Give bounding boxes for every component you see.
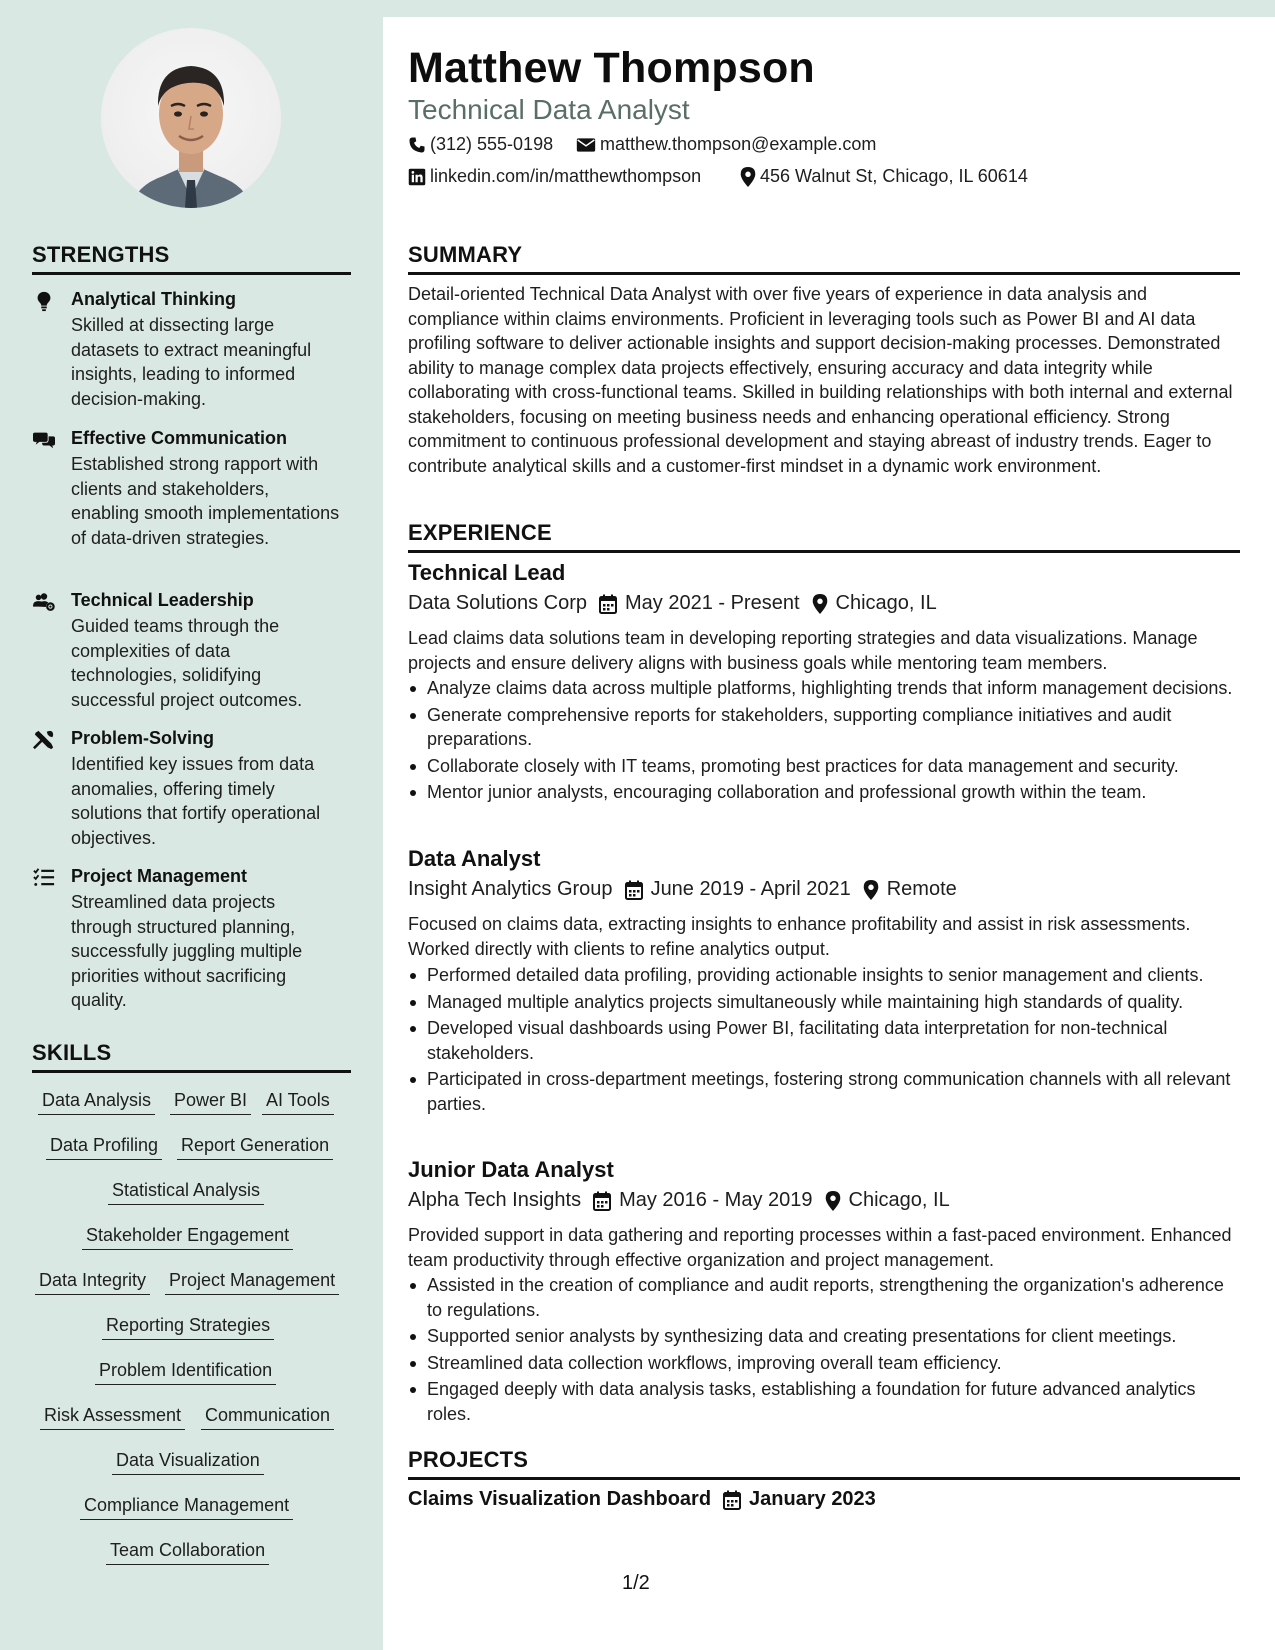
- skill-tag: Compliance Management: [80, 1494, 293, 1520]
- job-bullet: Assisted in the creation of compliance and audit reports, strengthening the organization's adherence to regulations.: [408, 1273, 1240, 1322]
- job-description: Lead claims data solutions team in developing reporting strategies and data visualizations. Manage projects and ensure delivery aligns with business goals while mentoring team members.: [408, 628, 1198, 673]
- job-meta: [408, 592, 937, 615]
- strength-title: Project Management: [71, 866, 248, 886]
- linkedin-icon: [408, 168, 426, 186]
- experience-heading: EXPERIENCE: [408, 520, 552, 545]
- candidate-name: Matthew Thompson: [408, 44, 815, 92]
- job-bullet: Generate comprehensive reports for stakeholders, supporting compliance initiatives and audit preparations.: [408, 703, 1240, 752]
- skill-tag: Problem Identification: [95, 1359, 276, 1385]
- company-name: Insight Analytics Group: [408, 878, 613, 900]
- job-dates: May 2016 - May 2019: [619, 1189, 813, 1211]
- envelope-icon: [576, 136, 596, 154]
- job-bullet: Performed detailed data profiling, providing actionable insights to senior management and clients.: [408, 963, 1240, 988]
- skill-tag: Risk Assessment: [40, 1404, 185, 1430]
- job-bullet: Analyze claims data across multiple platforms, highlighting trends that inform management decisions.: [408, 676, 1240, 701]
- job-location: Chicago, IL: [848, 1189, 950, 1211]
- contact-linkedin: [408, 166, 701, 187]
- users-cog-icon: [32, 591, 56, 613]
- job-bullet: Mentor junior analysts, encouraging collaboration and professional growth within the team.: [408, 780, 1240, 805]
- skill-tag: Data Profiling: [46, 1134, 162, 1160]
- job-location: Chicago, IL: [835, 592, 937, 614]
- email-text: matthew.thompson@example.com: [600, 134, 877, 154]
- strength-description: Established strong rapport with clients and stakeholders, enabling smooth implementations of data-driven strategies.: [71, 454, 340, 548]
- job-location: Remote: [886, 878, 957, 900]
- job-title: Data Analyst: [408, 846, 541, 871]
- strengths-heading: STRENGTHS: [32, 242, 170, 267]
- skill-tag: AI Tools: [262, 1089, 334, 1115]
- map-marker-icon: [740, 167, 756, 187]
- company-name: Data Solutions Corp: [408, 592, 587, 614]
- projects-heading: PROJECTS: [408, 1447, 529, 1472]
- skill-tag: Statistical Analysis: [108, 1179, 264, 1205]
- summary-heading: SUMMARY: [408, 242, 523, 267]
- top-strip: [0, 0, 1275, 17]
- job-bullet: Managed multiple analytics projects simultaneously while maintaining high standards of quality.: [408, 990, 1240, 1015]
- strength-description: Skilled at dissecting large datasets to extract meaningful insights, leading to informed decision-making.: [71, 315, 312, 409]
- phone-text: (312) 555-0198: [430, 134, 554, 154]
- experience-rule: [408, 550, 1240, 553]
- skill-tag: Data Visualization: [112, 1449, 264, 1475]
- job-bullet: Supported senior analysts by synthesizing data and creating presentations for client meetings.: [408, 1324, 1240, 1349]
- lightbulb-icon: [32, 290, 56, 312]
- job-description: Focused on claims data, extracting insights to enhance profitability and assist in risk assessments. Worked directly with clients to refine analytics output.: [408, 914, 1191, 959]
- skill-tag: Team Collaboration: [106, 1539, 269, 1565]
- job-meta: [408, 878, 957, 901]
- strength-title: Effective Communication: [71, 428, 288, 448]
- job-title: Technical Lead: [408, 560, 566, 585]
- skill-tag: Communication: [201, 1404, 334, 1430]
- calendar-icon: [599, 594, 617, 614]
- candidate-role: Technical Data Analyst: [408, 94, 690, 125]
- address-text: 456 Walnut St, Chicago, IL 60614: [760, 166, 1028, 186]
- avatar-illustration: [101, 28, 281, 208]
- contact-address: [740, 166, 1028, 187]
- project-date: January 2023: [749, 1488, 876, 1510]
- strength-description: Identified key issues from data anomalies, offering timely solutions that fortify operational objectives.: [71, 754, 321, 848]
- summary-rule: [408, 272, 1240, 275]
- job-bullets: [408, 963, 1240, 1118]
- job-description: Provided support in data gathering and reporting processes within a fast-paced environment. Enhanced team productivity through effective organization and project management.: [408, 1225, 1232, 1270]
- strengths-rule: [32, 272, 351, 275]
- job-bullet: Participated in cross-department meetings, fostering strong communication channels with all relevant parties.: [408, 1067, 1240, 1116]
- strength-title: Analytical Thinking: [71, 289, 237, 309]
- summary-text: Detail-oriented Technical Data Analyst with over five years of experience in data analysis and compliance within claims environments. Proficient in leveraging tools such as Power BI and AI data profiling software to deliver actionable insights and support decision-making processes. Demonstrated ability to manage complex data projects effectively, ensuring accuracy and data integrity while collaborating with cross-functional teams. Skilled in building relationships with both internal and external stakeholders, focusing on meeting business needs and enhancing operational efficiency. Strong commitment to continuous professional development and staying abreast of industry trends. Eager to contribute analytical skills and a customer-first mindset in a dynamic work environment.: [408, 284, 1233, 476]
- skills-heading: SKILLS: [32, 1040, 112, 1065]
- skill-tag: Reporting Strategies: [102, 1314, 274, 1340]
- skill-tag: Stakeholder Engagement: [82, 1224, 293, 1250]
- projects-rule: [408, 1477, 1240, 1480]
- job-bullet: Developed visual dashboards using Power BI, facilitating data interpretation for non-technical stakeholders.: [408, 1016, 1240, 1065]
- project-title: Claims Visualization Dashboard: [408, 1488, 712, 1510]
- skill-tag: Report Generation: [177, 1134, 333, 1160]
- map-marker-icon: [825, 1191, 841, 1211]
- skill-tag: Data Analysis: [38, 1089, 155, 1115]
- job-bullets: [408, 1273, 1240, 1428]
- map-marker-icon: [863, 880, 879, 900]
- company-name: Alpha Tech Insights: [408, 1189, 582, 1211]
- job-dates: June 2019 - April 2021: [650, 878, 851, 900]
- skill-tag: Project Management: [165, 1269, 339, 1295]
- comments-icon: [32, 429, 56, 451]
- job-bullets: [408, 676, 1240, 807]
- job-meta: [408, 1189, 950, 1212]
- contact-email: [576, 134, 876, 155]
- phone-icon: [408, 136, 426, 154]
- strength-title: Technical Leadership: [71, 590, 254, 610]
- profile-photo: [101, 28, 281, 208]
- tasks-icon: [32, 867, 56, 889]
- map-marker-icon: [812, 594, 828, 614]
- page-number: 1/2: [622, 1572, 650, 1594]
- skill-tag: Data Integrity: [35, 1269, 150, 1295]
- skills-rule: [32, 1070, 351, 1073]
- calendar-icon: [625, 880, 643, 900]
- job-bullet: Engaged deeply with data analysis tasks, establishing a foundation for future advanced analytics roles.: [408, 1377, 1240, 1426]
- strength-description: Streamlined data projects through structured planning, successfully juggling multiple priorities without sacrificing quality.: [71, 892, 303, 1010]
- strength-title: Problem-Solving: [71, 728, 215, 748]
- skill-tag: Power BI: [170, 1089, 251, 1115]
- job-title: Junior Data Analyst: [408, 1157, 614, 1182]
- strength-description: Guided teams through the complexities of data technologies, solidifying successful project outcomes.: [71, 616, 303, 710]
- job-bullet: Collaborate closely with IT teams, promoting best practices for data management and security.: [408, 754, 1240, 779]
- job-dates: May 2021 - Present: [624, 592, 800, 614]
- project-item: [408, 1488, 876, 1511]
- job-bullet: Streamlined data collection workflows, improving overall team efficiency.: [408, 1351, 1240, 1376]
- contact-phone: [408, 134, 553, 155]
- linkedin-text: linkedin.com/in/matthewthompson: [430, 166, 702, 186]
- calendar-icon: [593, 1191, 611, 1211]
- tools-icon: [32, 729, 56, 751]
- calendar-icon: [723, 1490, 741, 1510]
